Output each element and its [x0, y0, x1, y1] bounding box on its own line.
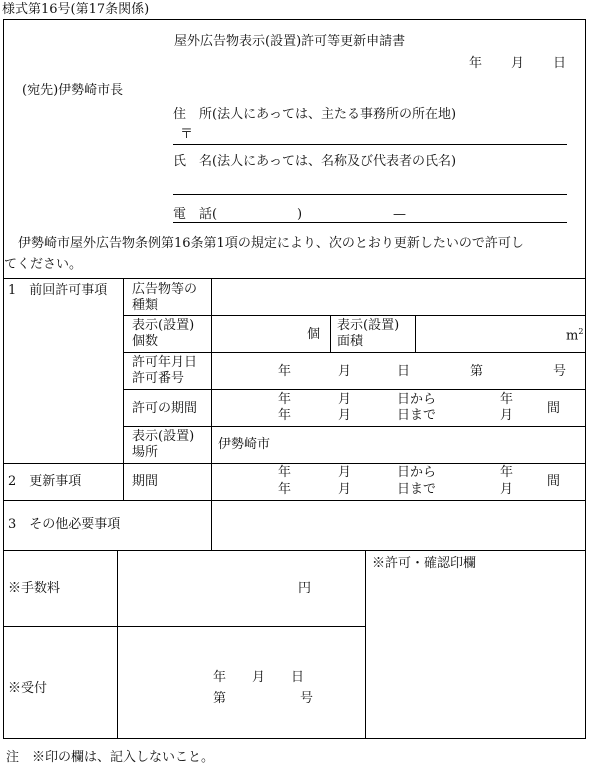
place-label: 表示(設置) — [132, 429, 195, 444]
table-col-line-2 — [211, 278, 212, 550]
type-label: 広告物等の — [132, 282, 198, 297]
type-label-2: 種類 — [132, 298, 159, 313]
permit-label-2: 許可番号 — [132, 371, 185, 386]
footnote: 注 ※印の欄は、記入しないこと。 — [6, 750, 215, 765]
place-label-2: 場所 — [132, 445, 159, 460]
permit-year: 年 — [278, 364, 292, 379]
area-unit: $m^2$ — [566, 327, 584, 344]
phone-paren-close: ) — [297, 207, 303, 222]
table-top-line — [3, 278, 586, 279]
intro-line-1: 伊勢崎市屋外広告物条例第16条第1項の規定により、次のとおり更新したいので許可し — [18, 236, 524, 251]
count-label-2: 個数 — [132, 334, 159, 349]
office-col-line-2 — [365, 550, 366, 739]
section-line — [3, 500, 586, 501]
s2-from-month: 月 — [338, 465, 352, 480]
phone-dash: — — [393, 207, 406, 222]
permit-day: 日 — [397, 364, 411, 379]
period-to-year: 年 — [278, 408, 292, 423]
s2-to-year: 年 — [278, 482, 292, 497]
receipt-label: ※受付 — [8, 681, 48, 696]
count-unit: 個 — [307, 327, 321, 342]
s2-span-month: 月 — [500, 482, 514, 497]
receipt-no-prefix: 第 — [213, 691, 227, 706]
address-line — [173, 144, 567, 145]
s2-span-year: 年 — [500, 465, 514, 480]
receipt-no-suffix: 号 — [300, 691, 314, 706]
phone-line — [173, 222, 567, 223]
permit-label: 許可年月日 — [132, 355, 198, 370]
address-label: 住 所(法人にあっては、主たる事務所の所在地) — [173, 107, 457, 122]
count-area-divider — [330, 315, 331, 352]
period-label: 許可の期間 — [132, 401, 198, 416]
form-number: 様式第16号(第17条関係) — [2, 2, 150, 17]
permit-month: 月 — [338, 364, 352, 379]
place-value: 伊勢崎市 — [218, 437, 271, 452]
row-line — [123, 315, 586, 316]
receipt-date: 年 月 日 — [213, 670, 305, 685]
intro-line-2: てください。 — [4, 257, 83, 272]
permit-no-prefix: 第 — [470, 364, 484, 379]
form-frame — [3, 19, 586, 739]
area-label-2: 面積 — [337, 334, 364, 349]
date-month-label: 月 — [511, 56, 525, 71]
section-line — [3, 550, 586, 551]
s2-to-day: 日まで — [397, 482, 437, 497]
span-month: 月 — [500, 408, 514, 423]
s2-from-day: 日から — [397, 465, 437, 480]
section3-label: 3 その他必要事項 — [8, 517, 121, 532]
period-to-month: 月 — [338, 408, 352, 423]
section2-period-label: 期間 — [132, 474, 159, 489]
s2-span-label: 間 — [547, 474, 561, 489]
period-from-year: 年 — [278, 392, 292, 407]
office-col-line-1 — [117, 550, 118, 739]
period-from-day: 日から — [397, 392, 437, 407]
section-line — [3, 463, 586, 464]
section1-label: 1 前回許可事項 — [8, 283, 108, 298]
phone-label: 電 話( — [173, 207, 218, 222]
span-label: 間 — [547, 401, 561, 416]
area-label: 表示(設置) — [337, 318, 400, 333]
section2-label: 2 更新事項 — [8, 474, 82, 489]
row-line — [123, 352, 586, 353]
page-title: 屋外広告物表示(設置)許可等更新申請書 — [174, 34, 406, 49]
span-year: 年 — [500, 392, 514, 407]
fee-label: ※手数料 — [8, 581, 61, 596]
name-line — [173, 194, 567, 195]
name-label: 氏 名(法人にあっては、名称及び代表者の氏名) — [173, 154, 457, 169]
addressee: (宛先)伊勢崎市長 — [22, 83, 124, 98]
period-to-day: 日まで — [397, 408, 437, 423]
s2-to-month: 月 — [338, 482, 352, 497]
approval-label: ※許可・確認印欄 — [372, 556, 477, 571]
period-from-month: 月 — [338, 392, 352, 407]
date-year-label: 年 — [469, 56, 483, 71]
area-label-divider — [415, 315, 416, 352]
permit-no-suffix: 号 — [553, 364, 567, 379]
date-day-label: 日 — [553, 56, 567, 71]
count-label: 表示(設置) — [132, 318, 195, 333]
row-line — [123, 426, 586, 427]
s2-from-year: 年 — [278, 465, 292, 480]
office-row-line — [3, 626, 365, 627]
fee-unit: 円 — [298, 581, 312, 596]
postal-mark: 〒 — [180, 127, 194, 142]
row-line — [123, 389, 586, 390]
